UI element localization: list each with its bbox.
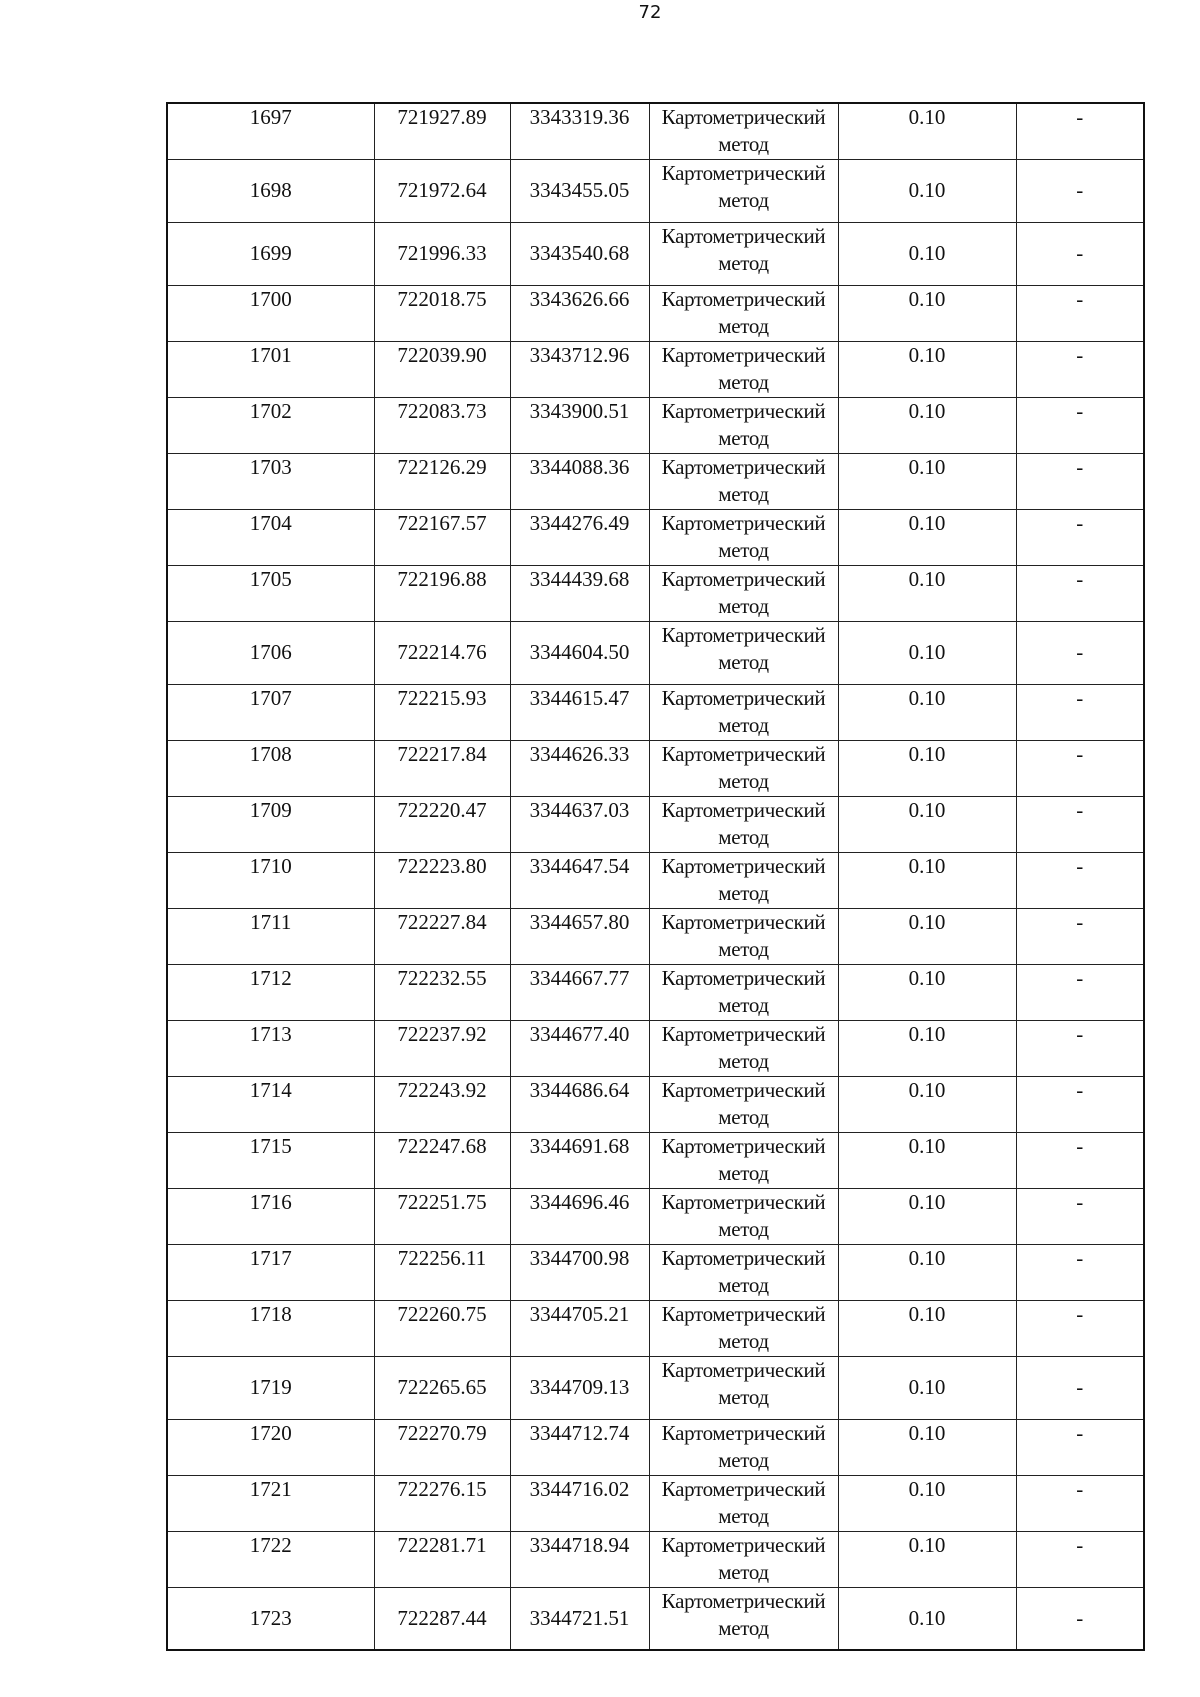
- note-cell: -: [1016, 964, 1144, 1020]
- method-line2: метод: [718, 649, 769, 674]
- point-number-cell: 1715: [167, 1132, 374, 1188]
- method-cell: [649, 1188, 838, 1244]
- table-row: [167, 509, 1144, 565]
- x-coordinate-cell: 722265.65: [374, 1356, 510, 1419]
- y-coordinate-cell: 3344667.77: [510, 964, 649, 1020]
- table-row: [167, 684, 1144, 740]
- accuracy-cell: 0.10: [838, 1419, 1016, 1475]
- point-number-cell: 1716: [167, 1188, 374, 1244]
- x-coordinate-cell: 722287.44: [374, 1587, 510, 1650]
- table-row: [167, 103, 1144, 159]
- accuracy-cell: 0.10: [838, 1076, 1016, 1132]
- accuracy-cell: 0.10: [838, 684, 1016, 740]
- method-line2: метод: [718, 936, 769, 961]
- method-line1: Картометрический: [661, 1301, 826, 1326]
- method-line1: Картометрический: [661, 1245, 826, 1270]
- method-line2: метод: [718, 132, 769, 156]
- note-cell: -: [1016, 1300, 1144, 1356]
- method-line1: Картометрический: [661, 1532, 826, 1557]
- method-cell: [649, 222, 838, 285]
- y-coordinate-cell: 3344712.74: [510, 1419, 649, 1475]
- method-line2: метод: [718, 824, 769, 849]
- x-coordinate-cell: 722214.76: [374, 621, 510, 684]
- y-coordinate-cell: 3344705.21: [510, 1300, 649, 1356]
- note-cell: -: [1016, 285, 1144, 341]
- method-line1: Картометрический: [661, 1077, 826, 1102]
- method-line1: Картометрический: [661, 223, 826, 248]
- note-cell: -: [1016, 1244, 1144, 1300]
- method-line2: метод: [718, 1384, 769, 1409]
- point-number-cell: 1697: [167, 103, 374, 159]
- note-cell: -: [1016, 1587, 1144, 1650]
- table-row: [167, 1132, 1144, 1188]
- table-row: [167, 852, 1144, 908]
- point-number-cell: 1702: [167, 397, 374, 453]
- method-line2: метод: [718, 1104, 769, 1129]
- y-coordinate-cell: 3344276.49: [510, 509, 649, 565]
- method-line1: Картометрический: [661, 510, 826, 535]
- method-line2: метод: [718, 1447, 769, 1472]
- method-cell: [649, 1132, 838, 1188]
- accuracy-cell: 0.10: [838, 222, 1016, 285]
- x-coordinate-cell: 722260.75: [374, 1300, 510, 1356]
- table-row: [167, 453, 1144, 509]
- y-coordinate-cell: 3343319.36: [510, 103, 649, 159]
- point-number-cell: 1707: [167, 684, 374, 740]
- note-cell: -: [1016, 453, 1144, 509]
- table-row: [167, 159, 1144, 222]
- x-coordinate-cell: 722227.84: [374, 908, 510, 964]
- method-line2: метод: [718, 1559, 769, 1584]
- point-number-cell: 1703: [167, 453, 374, 509]
- method-line1: Картометрический: [661, 853, 826, 878]
- note-cell: -: [1016, 1076, 1144, 1132]
- y-coordinate-cell: 3344718.94: [510, 1531, 649, 1587]
- y-coordinate-cell: 3343455.05: [510, 159, 649, 222]
- method-cell: [649, 159, 838, 222]
- accuracy-cell: 0.10: [838, 621, 1016, 684]
- x-coordinate-cell: 722276.15: [374, 1475, 510, 1531]
- method-line2: метод: [718, 1160, 769, 1185]
- point-number-cell: 1710: [167, 852, 374, 908]
- accuracy-cell: 0.10: [838, 159, 1016, 222]
- method-line2: метод: [718, 1272, 769, 1297]
- x-coordinate-cell: 722232.55: [374, 964, 510, 1020]
- x-coordinate-cell: 722281.71: [374, 1531, 510, 1587]
- method-cell: [649, 684, 838, 740]
- x-coordinate-cell: 722251.75: [374, 1188, 510, 1244]
- note-cell: -: [1016, 103, 1144, 159]
- accuracy-cell: 0.10: [838, 1020, 1016, 1076]
- method-line2: метод: [718, 1615, 769, 1640]
- point-number-cell: 1705: [167, 565, 374, 621]
- method-cell: [649, 103, 838, 159]
- method-cell: [649, 1244, 838, 1300]
- y-coordinate-cell: 3344647.54: [510, 852, 649, 908]
- method-line2: метод: [718, 1216, 769, 1241]
- table-row: [167, 1356, 1144, 1419]
- accuracy-cell: 0.10: [838, 964, 1016, 1020]
- table-row: [167, 964, 1144, 1020]
- method-line1: Картометрический: [661, 566, 826, 591]
- method-line1: Картометрический: [661, 1588, 826, 1613]
- point-number-cell: 1701: [167, 341, 374, 397]
- accuracy-cell: 0.10: [838, 1356, 1016, 1419]
- x-coordinate-cell: 722196.88: [374, 565, 510, 621]
- y-coordinate-cell: 3344657.80: [510, 908, 649, 964]
- accuracy-cell: 0.10: [838, 1188, 1016, 1244]
- table-row: [167, 1244, 1144, 1300]
- point-number-cell: 1717: [167, 1244, 374, 1300]
- method-cell: [649, 1531, 838, 1587]
- note-cell: -: [1016, 740, 1144, 796]
- y-coordinate-cell: 3344088.36: [510, 453, 649, 509]
- method-cell: [649, 908, 838, 964]
- y-coordinate-cell: 3344691.68: [510, 1132, 649, 1188]
- table-row: [167, 1188, 1144, 1244]
- y-coordinate-cell: 3344626.33: [510, 740, 649, 796]
- point-number-cell: 1699: [167, 222, 374, 285]
- note-cell: -: [1016, 852, 1144, 908]
- point-number-cell: 1714: [167, 1076, 374, 1132]
- method-line2: метод: [718, 481, 769, 506]
- table-row: [167, 285, 1144, 341]
- method-line1: Картометрический: [661, 1189, 826, 1214]
- y-coordinate-cell: 3344696.46: [510, 1188, 649, 1244]
- point-number-cell: 1698: [167, 159, 374, 222]
- method-line1: Картометрический: [661, 909, 826, 934]
- accuracy-cell: 0.10: [838, 852, 1016, 908]
- note-cell: -: [1016, 1531, 1144, 1587]
- accuracy-cell: 0.10: [838, 908, 1016, 964]
- x-coordinate-cell: 722217.84: [374, 740, 510, 796]
- note-cell: -: [1016, 1356, 1144, 1419]
- accuracy-cell: 0.10: [838, 1475, 1016, 1531]
- method-cell: [649, 1475, 838, 1531]
- accuracy-cell: 0.10: [838, 565, 1016, 621]
- method-line1: Картометрический: [661, 105, 826, 129]
- y-coordinate-cell: 3344439.68: [510, 565, 649, 621]
- method-line1: Картометрический: [661, 685, 826, 710]
- note-cell: -: [1016, 222, 1144, 285]
- point-number-cell: 1722: [167, 1531, 374, 1587]
- table-row: [167, 621, 1144, 684]
- x-coordinate-cell: 722215.93: [374, 684, 510, 740]
- table-row: [167, 796, 1144, 852]
- table-row: [167, 740, 1144, 796]
- method-cell: [649, 796, 838, 852]
- note-cell: -: [1016, 684, 1144, 740]
- method-line2: метод: [718, 313, 769, 338]
- table-row: [167, 565, 1144, 621]
- point-number-cell: 1708: [167, 740, 374, 796]
- method-cell: [649, 1356, 838, 1419]
- coordinates-table: [166, 102, 1145, 1651]
- x-coordinate-cell: 722220.47: [374, 796, 510, 852]
- point-number-cell: 1709: [167, 796, 374, 852]
- y-coordinate-cell: 3344716.02: [510, 1475, 649, 1531]
- note-cell: -: [1016, 509, 1144, 565]
- y-coordinate-cell: 3343712.96: [510, 341, 649, 397]
- method-line1: Картометрический: [661, 1357, 826, 1382]
- y-coordinate-cell: 3344615.47: [510, 684, 649, 740]
- method-line2: метод: [718, 768, 769, 793]
- table-row: [167, 1419, 1144, 1475]
- method-line1: Картометрический: [661, 741, 826, 766]
- point-number-cell: 1721: [167, 1475, 374, 1531]
- method-line2: метод: [718, 250, 769, 275]
- table-body: [167, 103, 1144, 1650]
- x-coordinate-cell: 722247.68: [374, 1132, 510, 1188]
- table-row: [167, 222, 1144, 285]
- y-coordinate-cell: 3344686.64: [510, 1076, 649, 1132]
- accuracy-cell: 0.10: [838, 285, 1016, 341]
- y-coordinate-cell: 3343626.66: [510, 285, 649, 341]
- note-cell: -: [1016, 621, 1144, 684]
- note-cell: -: [1016, 1419, 1144, 1475]
- accuracy-cell: 0.10: [838, 796, 1016, 852]
- note-cell: -: [1016, 565, 1144, 621]
- point-number-cell: 1706: [167, 621, 374, 684]
- method-cell: [649, 1300, 838, 1356]
- method-line1: Картометрический: [661, 342, 826, 367]
- x-coordinate-cell: 722083.73: [374, 397, 510, 453]
- point-number-cell: 1720: [167, 1419, 374, 1475]
- method-line2: метод: [718, 1503, 769, 1528]
- method-line2: метод: [718, 712, 769, 737]
- point-number-cell: 1711: [167, 908, 374, 964]
- x-coordinate-cell: 721927.89: [374, 103, 510, 159]
- method-line1: Картометрический: [661, 965, 826, 990]
- method-line1: Картометрический: [661, 454, 826, 479]
- table-row: [167, 908, 1144, 964]
- note-cell: -: [1016, 908, 1144, 964]
- point-number-cell: 1718: [167, 1300, 374, 1356]
- accuracy-cell: 0.10: [838, 103, 1016, 159]
- method-line1: Картометрический: [661, 398, 826, 423]
- y-coordinate-cell: 3344709.13: [510, 1356, 649, 1419]
- point-number-cell: 1712: [167, 964, 374, 1020]
- note-cell: -: [1016, 397, 1144, 453]
- method-cell: [649, 397, 838, 453]
- y-coordinate-cell: 3343540.68: [510, 222, 649, 285]
- y-coordinate-cell: 3344700.98: [510, 1244, 649, 1300]
- accuracy-cell: 0.10: [838, 341, 1016, 397]
- note-cell: -: [1016, 796, 1144, 852]
- method-line1: Картометрический: [661, 1476, 826, 1501]
- method-line2: метод: [718, 593, 769, 618]
- x-coordinate-cell: 722223.80: [374, 852, 510, 908]
- method-line2: метод: [718, 537, 769, 562]
- y-coordinate-cell: 3343900.51: [510, 397, 649, 453]
- x-coordinate-cell: 722018.75: [374, 285, 510, 341]
- method-cell: [649, 1076, 838, 1132]
- table-row: [167, 1475, 1144, 1531]
- method-line2: метод: [718, 1328, 769, 1353]
- method-line2: метод: [718, 425, 769, 450]
- accuracy-cell: 0.10: [838, 1244, 1016, 1300]
- table-row: [167, 1587, 1144, 1650]
- method-line1: Картометрический: [661, 1133, 826, 1158]
- accuracy-cell: 0.10: [838, 1300, 1016, 1356]
- table-row: [167, 1076, 1144, 1132]
- method-line1: Картометрический: [661, 797, 826, 822]
- table-row: [167, 397, 1144, 453]
- note-cell: -: [1016, 1020, 1144, 1076]
- x-coordinate-cell: 721996.33: [374, 222, 510, 285]
- method-cell: [649, 1587, 838, 1650]
- method-cell: [649, 621, 838, 684]
- table-row: [167, 1020, 1144, 1076]
- method-line2: метод: [718, 369, 769, 394]
- accuracy-cell: 0.10: [838, 397, 1016, 453]
- note-cell: -: [1016, 159, 1144, 222]
- table-row: [167, 1531, 1144, 1587]
- x-coordinate-cell: 721972.64: [374, 159, 510, 222]
- accuracy-cell: 0.10: [838, 1531, 1016, 1587]
- x-coordinate-cell: 722237.92: [374, 1020, 510, 1076]
- table-row: [167, 1300, 1144, 1356]
- x-coordinate-cell: 722167.57: [374, 509, 510, 565]
- method-cell: [649, 341, 838, 397]
- point-number-cell: 1719: [167, 1356, 374, 1419]
- method-cell: [649, 1419, 838, 1475]
- x-coordinate-cell: 722039.90: [374, 341, 510, 397]
- y-coordinate-cell: 3344637.03: [510, 796, 649, 852]
- method-cell: [649, 453, 838, 509]
- point-number-cell: 1700: [167, 285, 374, 341]
- accuracy-cell: 0.10: [838, 509, 1016, 565]
- method-line2: метод: [718, 880, 769, 905]
- note-cell: -: [1016, 341, 1144, 397]
- method-cell: [649, 852, 838, 908]
- method-line1: Картометрический: [661, 160, 826, 185]
- y-coordinate-cell: 3344721.51: [510, 1587, 649, 1650]
- method-cell: [649, 1020, 838, 1076]
- method-line1: Картометрический: [661, 1021, 826, 1046]
- accuracy-cell: 0.10: [838, 1132, 1016, 1188]
- accuracy-cell: 0.10: [838, 453, 1016, 509]
- x-coordinate-cell: 722126.29: [374, 453, 510, 509]
- method-cell: [649, 740, 838, 796]
- point-number-cell: 1713: [167, 1020, 374, 1076]
- method-cell: [649, 964, 838, 1020]
- accuracy-cell: 0.10: [838, 1587, 1016, 1650]
- note-cell: -: [1016, 1475, 1144, 1531]
- page-number: 72: [638, 2, 662, 23]
- point-number-cell: 1723: [167, 1587, 374, 1650]
- y-coordinate-cell: 3344604.50: [510, 621, 649, 684]
- method-cell: [649, 565, 838, 621]
- method-cell: [649, 285, 838, 341]
- x-coordinate-cell: 722243.92: [374, 1076, 510, 1132]
- y-coordinate-cell: 3344677.40: [510, 1020, 649, 1076]
- note-cell: -: [1016, 1188, 1144, 1244]
- note-cell: -: [1016, 1132, 1144, 1188]
- method-line1: Картометрический: [661, 286, 826, 311]
- point-number-cell: 1704: [167, 509, 374, 565]
- method-line2: метод: [718, 992, 769, 1017]
- method-line1: Картометрический: [661, 1420, 826, 1445]
- table-row: [167, 341, 1144, 397]
- method-line2: метод: [718, 1048, 769, 1073]
- accuracy-cell: 0.10: [838, 740, 1016, 796]
- x-coordinate-cell: 722270.79: [374, 1419, 510, 1475]
- method-line1: Картометрический: [661, 622, 826, 647]
- method-cell: [649, 509, 838, 565]
- method-line2: метод: [718, 187, 769, 212]
- x-coordinate-cell: 722256.11: [374, 1244, 510, 1300]
